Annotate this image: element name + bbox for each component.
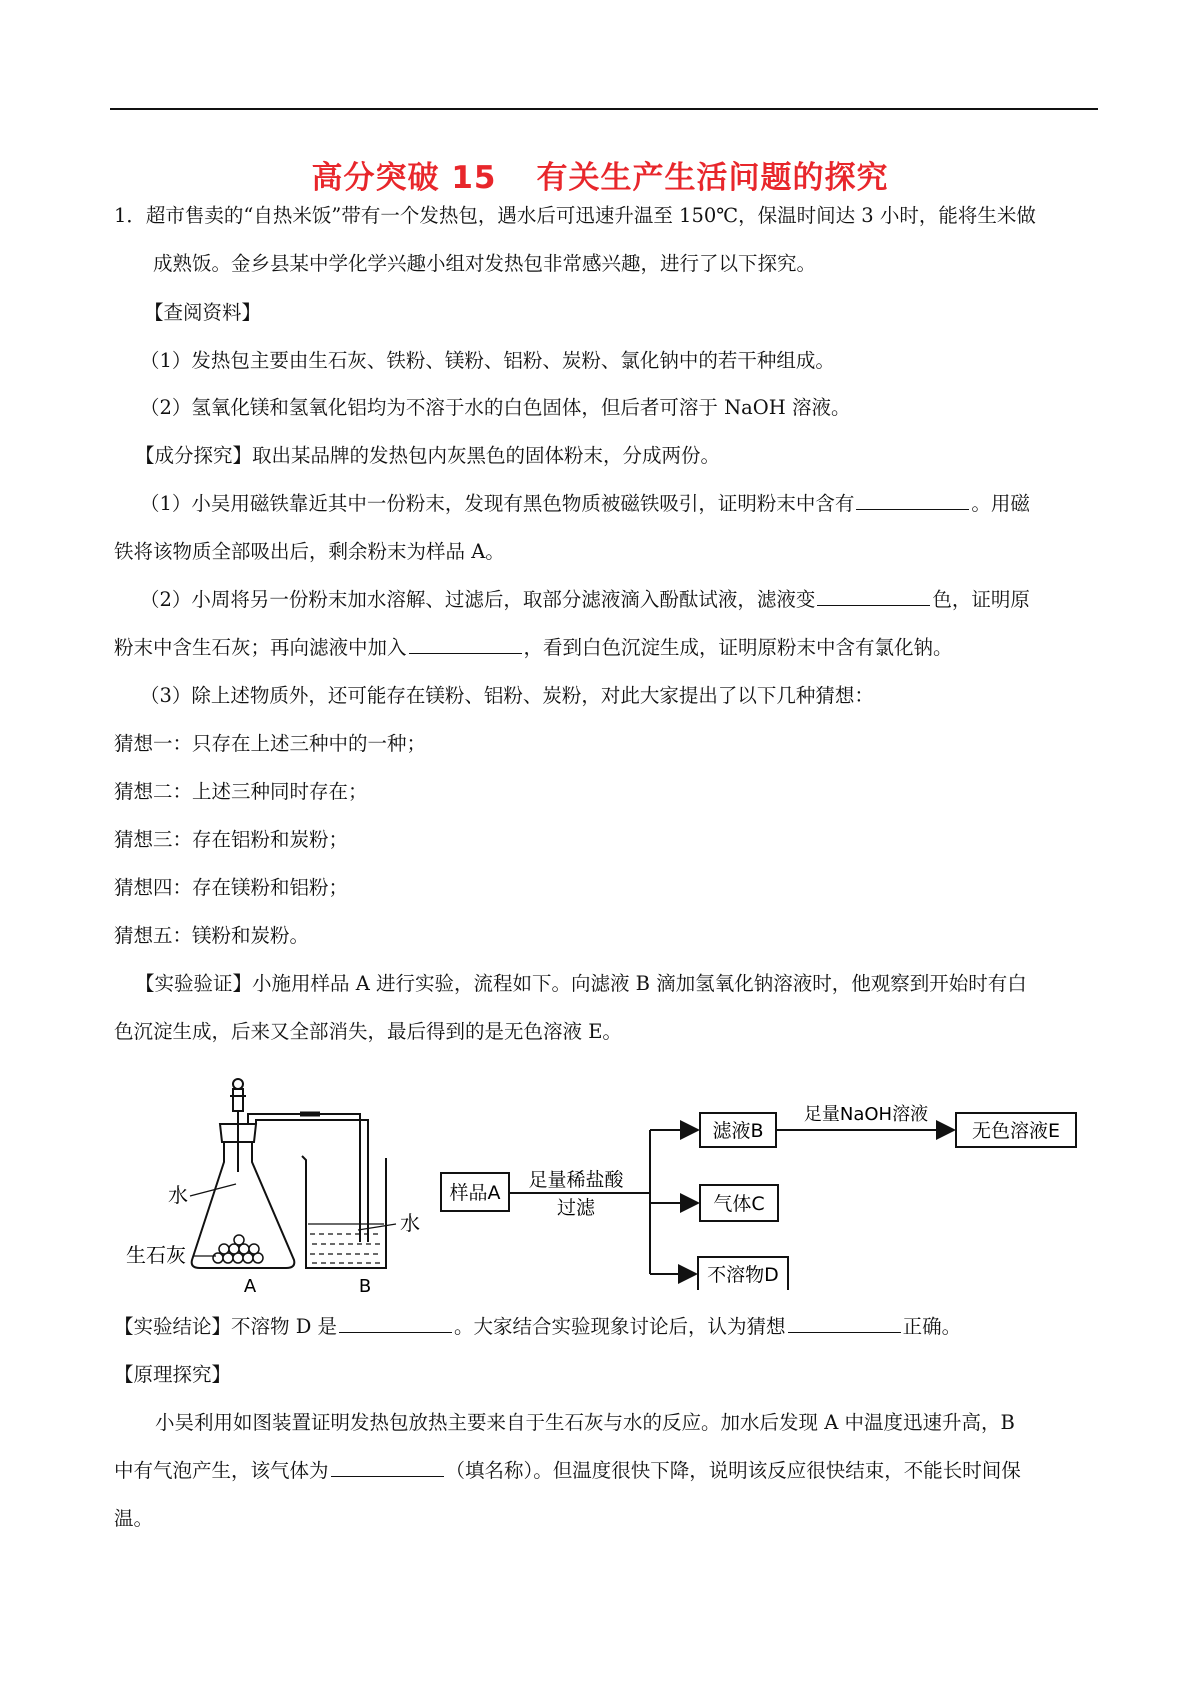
principle-line3: 温。 [114, 1507, 154, 1530]
reference-item-1: （1）发热包主要由生石灰、铁粉、镁粉、铝粉、炭粉、氯化钠中的若干种组成。 [140, 349, 835, 372]
label-water-funnel: 水 [168, 1183, 188, 1207]
flow-sample: 样品A [449, 1182, 501, 1204]
delivery-tube [248, 1114, 360, 1242]
q1-intro-line2: 成熟饭。金乡县某中学化学兴趣小组对发热包非常感兴趣，进行了以下探究。 [153, 252, 817, 275]
guess-4: 猜想四：存在镁粉和铝粉； [114, 876, 349, 899]
funnel-cap [233, 1079, 243, 1089]
flow-step1-operation: 过滤 [556, 1197, 596, 1219]
principle-heading: 【原理探究】 [114, 1363, 232, 1386]
title-sub: 有关生产生活问题的探究 [536, 160, 889, 196]
label-lime: 生石灰 [126, 1243, 186, 1267]
funnel-body [233, 1089, 243, 1111]
flow-result: 无色溶液E [971, 1120, 1061, 1142]
reference-heading: 【查阅资料】 [144, 301, 262, 324]
guess-5: 猜想五：镁粉和炭粉。 [114, 924, 310, 947]
beaker [302, 1156, 386, 1268]
principle-line1: 小吴利用如图装置证明发热包放热主要来自于生石灰与水的反应。加水后发现 A 中温度迅速升高，B [155, 1411, 1015, 1434]
composition-item-1-line2: 铁将该物质全部吸出后，剩余粉末为样品 A。 [114, 540, 505, 563]
answer-blank[interactable] [788, 1312, 901, 1333]
answer-blank[interactable] [409, 633, 522, 654]
answer-blank[interactable] [331, 1456, 444, 1477]
flow-chart [436, 1090, 1086, 1290]
guess-3: 猜想三：存在铝粉和炭粉； [114, 828, 349, 851]
beaker-water [308, 1224, 384, 1263]
guess-1: 猜想一：只存在上述三种中的一种； [114, 732, 427, 755]
flow-insoluble: 不溶物D [707, 1264, 779, 1286]
flow-gas: 气体C [713, 1193, 765, 1215]
label-water-beaker: 水 [400, 1211, 420, 1235]
label-beaker-b: B [358, 1276, 372, 1294]
title-main: 高分突破 15 [311, 160, 497, 196]
reference-item-2: （2）氢氧化镁和氢氧化铝均为不溶于水的白色固体，但后者可溶于 NaOH 溶液。 [140, 396, 851, 419]
question-number: 1． [114, 204, 146, 227]
composition-item-1-line1: （1）小吴用磁铁靠近其中一份粉末，发现有黑色物质被磁铁吸引，证明粉末中含有 。用磁 [140, 489, 1030, 519]
answer-blank[interactable] [856, 489, 969, 510]
composition-item-2-line1: （2）小周将另一份粉末加水溶解、过滤后，取部分滤液滴入酚酞试液，滤液变 色，证明原 [140, 585, 1030, 615]
apparatus-diagram [120, 1072, 460, 1294]
page-title [0, 152, 1200, 197]
guess-2: 猜想二：上述三种同时存在； [114, 780, 368, 803]
lime-lumps [213, 1235, 263, 1263]
flow-step1-reagent: 足量稀盐酸 [528, 1169, 624, 1191]
flow-filtrate: 滤液B [712, 1120, 764, 1142]
verification-line2: 色沉淀生成，后来又全部消失，最后得到的是无色溶液 E。 [114, 1020, 622, 1043]
composition-item-3: （3）除上述物质外，还可能存在镁粉、铝粉、炭粉，对此大家提出了以下几种猜想： [140, 684, 874, 707]
conclusion-line: 【实验结论】不溶物 D 是 。大家结合实验现象讨论后，认为猜想 正确。 [114, 1312, 961, 1342]
composition-heading: 【成分探究】取出某品牌的发热包内灰黑色的固体粉末，分成两份。 [135, 444, 721, 467]
flow-step2-reagent: 足量NaOH溶液 [803, 1104, 929, 1125]
composition-item-2-line2: 粉末中含生石灰；再向滤液中加入 ，看到白色沉淀生成，证明原粉末中含有氯化钠。 [114, 633, 953, 663]
answer-blank[interactable] [817, 585, 930, 606]
label-flask-a: A [243, 1276, 257, 1294]
q1-intro-line1: 1．超市售卖的“自热米饭”带有一个发热包，遇水后可迅速升温至 150℃，保温时间达 3 小时，能将生米做 [114, 204, 1036, 227]
header-rule [110, 108, 1098, 110]
verification-line1: 【实验验证】小施用样品 A 进行实验，流程如下。向滤液 B 滴加氢氧化钠溶液时，他观察到开始时有白 [135, 972, 1027, 995]
answer-blank[interactable] [339, 1312, 452, 1333]
principle-line2: 中有气泡产生，该气体为 （填名称）。但温度很快下降，说明该反应很快结束，不能长时间保 [114, 1456, 1021, 1486]
